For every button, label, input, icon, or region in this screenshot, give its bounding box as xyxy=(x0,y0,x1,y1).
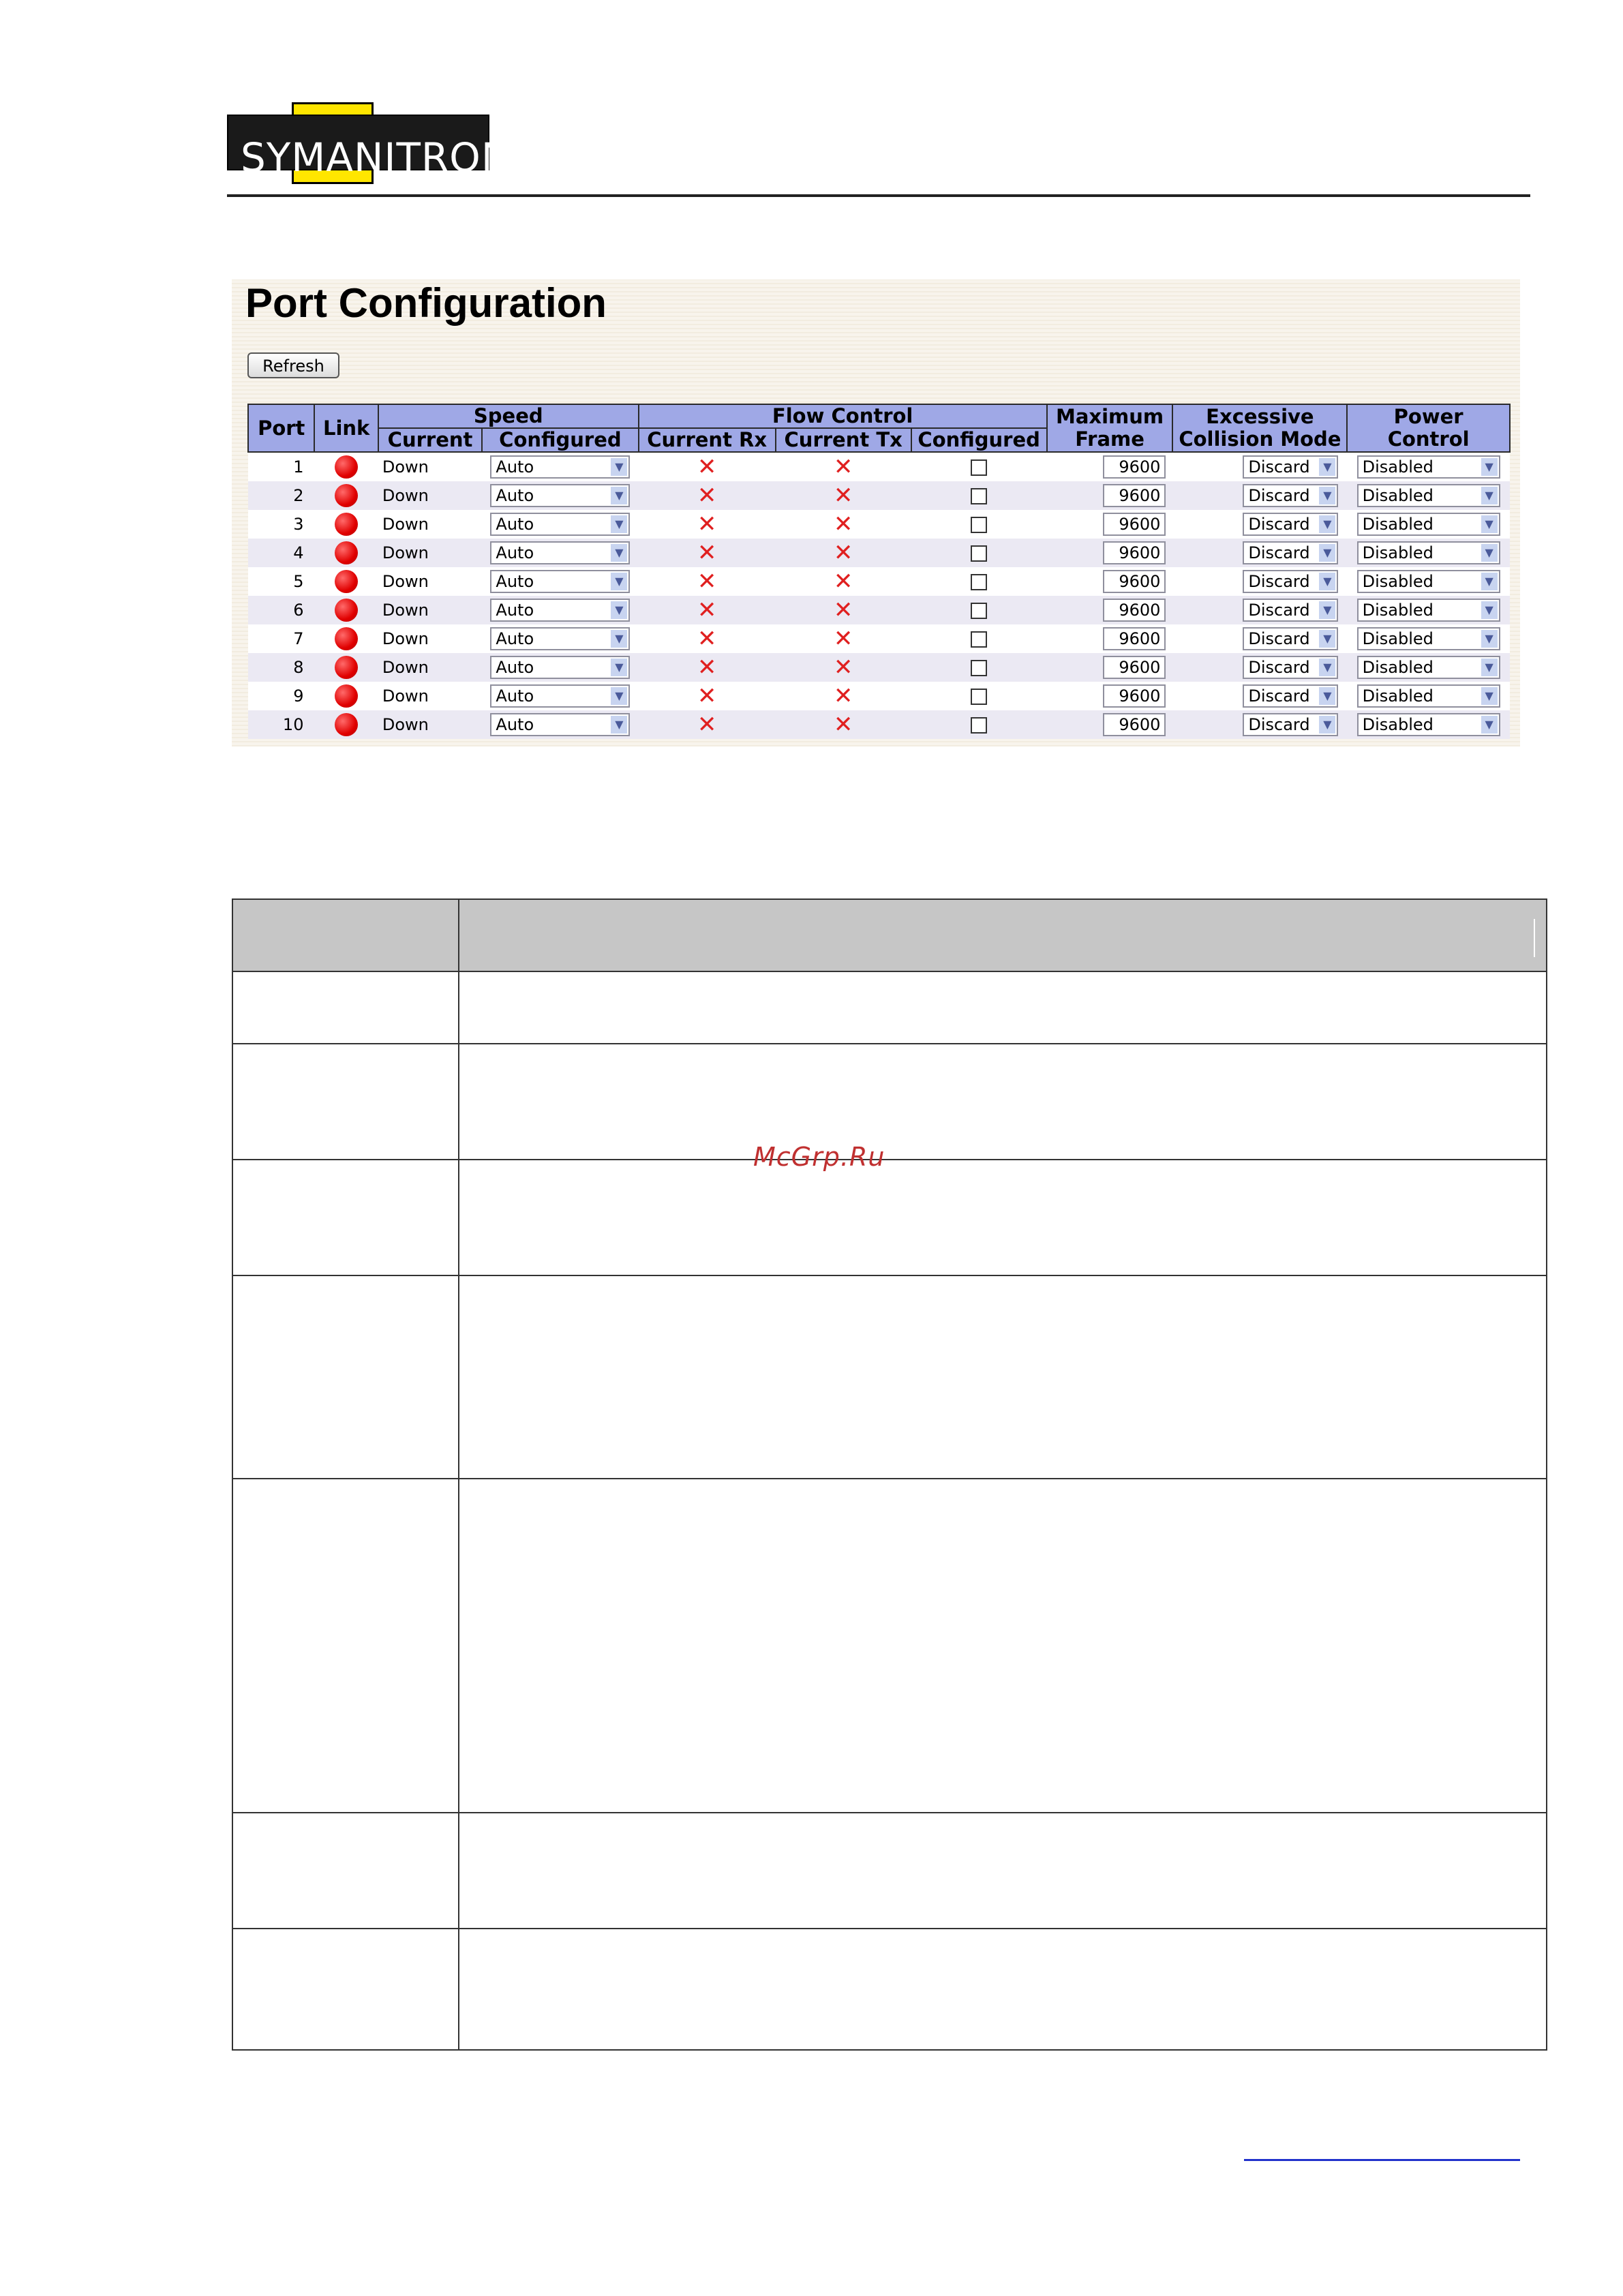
max-frame-cell xyxy=(1047,539,1173,567)
collision-mode-cell xyxy=(1172,596,1347,624)
description-row xyxy=(233,1160,1546,1276)
power-control-select[interactable] xyxy=(1357,656,1500,679)
port-number: 7 xyxy=(248,624,314,653)
speed-select[interactable] xyxy=(490,455,630,479)
chevron-down-icon: ▼ xyxy=(1319,601,1335,619)
fc-current-rx-cell xyxy=(639,596,776,624)
link-down-icon xyxy=(335,455,358,479)
collision-mode-cell xyxy=(1172,567,1347,596)
power-control-value: Disabled xyxy=(1362,601,1434,620)
power-control-select[interactable] xyxy=(1357,599,1500,622)
max-frame-input[interactable]: 9600 xyxy=(1103,599,1166,622)
link-down-icon xyxy=(335,627,358,650)
fc-configured-cell xyxy=(911,682,1047,710)
x-mark-icon: ✕ xyxy=(833,711,853,738)
header-divider xyxy=(227,194,1530,197)
fc-current-tx-cell xyxy=(776,481,911,510)
chevron-down-icon: ▼ xyxy=(611,659,627,676)
chevron-down-icon: ▼ xyxy=(1481,544,1498,562)
x-mark-icon: ✕ xyxy=(833,482,853,509)
flow-control-checkbox[interactable] xyxy=(971,574,987,590)
speed-configured-cell xyxy=(482,653,638,682)
speed-current: Down xyxy=(378,452,482,481)
table-row xyxy=(248,452,1510,481)
link-down-icon xyxy=(335,713,358,736)
speed-select-value: Auto xyxy=(496,629,534,648)
header-excessive-line2: Collision Mode xyxy=(1179,427,1341,451)
description-row xyxy=(233,1044,1546,1160)
fc-configured-cell xyxy=(911,710,1047,739)
max-frame-cell xyxy=(1047,653,1173,682)
collision-mode-value: Discard xyxy=(1248,486,1310,505)
power-control-select[interactable] xyxy=(1357,627,1500,650)
collision-mode-cell xyxy=(1172,481,1347,510)
table-row xyxy=(248,710,1510,739)
collision-mode-cell xyxy=(1172,710,1347,739)
power-control-value: Disabled xyxy=(1362,686,1434,706)
flow-control-checkbox[interactable] xyxy=(971,631,987,648)
power-control-value: Disabled xyxy=(1362,543,1434,562)
link-cell xyxy=(314,682,378,710)
speed-select[interactable] xyxy=(490,627,630,650)
speed-current: Down xyxy=(378,539,482,567)
power-control-select[interactable] xyxy=(1357,513,1500,536)
speed-select[interactable] xyxy=(490,656,630,679)
flow-control-checkbox[interactable] xyxy=(971,459,987,476)
table-row xyxy=(248,653,1510,682)
link-cell xyxy=(314,624,378,653)
speed-select[interactable] xyxy=(490,713,630,736)
header-flow-control: Flow Control xyxy=(639,404,1047,428)
footer-link-underline[interactable] xyxy=(1244,2159,1520,2161)
port-number: 2 xyxy=(248,481,314,510)
collision-mode-select[interactable] xyxy=(1243,713,1338,736)
chevron-down-icon: ▼ xyxy=(1481,487,1498,504)
power-control-value: Disabled xyxy=(1362,486,1434,505)
max-frame-input[interactable]: 9600 xyxy=(1103,656,1166,679)
fc-current-rx-cell xyxy=(639,452,776,481)
speed-select[interactable] xyxy=(490,599,630,622)
flow-control-checkbox[interactable] xyxy=(971,545,987,562)
fc-current-tx-cell xyxy=(776,653,911,682)
power-control-value: Disabled xyxy=(1362,658,1434,677)
collision-mode-cell xyxy=(1172,624,1347,653)
fc-configured-cell xyxy=(911,539,1047,567)
link-cell xyxy=(314,510,378,539)
port-number: 9 xyxy=(248,682,314,710)
x-mark-icon: ✕ xyxy=(697,482,717,509)
fc-current-tx-cell xyxy=(776,452,911,481)
description-table-header xyxy=(233,900,1546,972)
description-table xyxy=(232,898,1547,2051)
flow-control-checkbox[interactable] xyxy=(971,488,987,504)
header-speed-configured: Configured xyxy=(482,428,638,452)
speed-current: Down xyxy=(378,510,482,539)
power-control-value: Disabled xyxy=(1362,572,1434,591)
chevron-down-icon: ▼ xyxy=(611,630,627,648)
link-cell xyxy=(314,539,378,567)
power-control-select[interactable] xyxy=(1357,455,1500,479)
fc-configured-cell xyxy=(911,452,1047,481)
link-down-icon xyxy=(335,684,358,708)
max-frame-input[interactable]: 9600 xyxy=(1103,541,1166,564)
fc-configured-cell xyxy=(911,653,1047,682)
speed-current: Down xyxy=(378,653,482,682)
header-fc-configured: Configured xyxy=(911,428,1047,452)
power-control-select[interactable] xyxy=(1357,570,1500,593)
speed-configured-cell xyxy=(482,510,638,539)
link-down-icon xyxy=(335,484,358,507)
fc-current-tx-cell xyxy=(776,567,911,596)
collision-mode-value: Discard xyxy=(1248,515,1310,534)
fc-configured-cell xyxy=(911,567,1047,596)
x-mark-icon: ✕ xyxy=(697,654,717,681)
speed-select-value: Auto xyxy=(496,572,534,591)
collision-mode-value: Discard xyxy=(1248,601,1310,620)
header-max-frame-line1: Maximum xyxy=(1055,405,1164,428)
link-down-icon xyxy=(335,656,358,679)
description-row xyxy=(233,1479,1546,1813)
table-row xyxy=(248,567,1510,596)
x-mark-icon: ✕ xyxy=(697,511,717,538)
x-mark-icon: ✕ xyxy=(697,453,717,481)
speed-configured-cell xyxy=(482,452,638,481)
speed-select-value: Auto xyxy=(496,457,534,477)
speed-select[interactable] xyxy=(490,513,630,536)
max-frame-input[interactable]: 9600 xyxy=(1103,570,1166,593)
collision-mode-cell xyxy=(1172,452,1347,481)
speed-select[interactable] xyxy=(490,484,630,507)
flow-control-checkbox[interactable] xyxy=(971,603,987,619)
chevron-down-icon: ▼ xyxy=(611,687,627,705)
chevron-down-icon: ▼ xyxy=(611,487,627,504)
collision-mode-cell xyxy=(1172,510,1347,539)
header-power-line2: Control xyxy=(1387,427,1470,451)
port-number: 1 xyxy=(248,452,314,481)
chevron-down-icon: ▼ xyxy=(1481,659,1498,676)
header-power-control xyxy=(1347,404,1510,452)
logo-text: SYMANITRON xyxy=(241,134,512,181)
header-maximum-frame xyxy=(1047,404,1173,452)
port-number: 10 xyxy=(248,710,314,739)
max-frame-input[interactable]: 9600 xyxy=(1103,484,1166,507)
fc-current-rx-cell xyxy=(639,481,776,510)
x-mark-icon: ✕ xyxy=(833,596,853,624)
chevron-down-icon: ▼ xyxy=(1319,458,1335,476)
chevron-down-icon: ▼ xyxy=(1319,630,1335,648)
link-cell xyxy=(314,596,378,624)
chevron-down-icon: ▼ xyxy=(611,544,627,562)
max-frame-cell xyxy=(1047,510,1173,539)
collision-mode-value: Discard xyxy=(1248,629,1310,648)
header-power-line1: Power xyxy=(1393,405,1463,428)
max-frame-input[interactable]: 9600 xyxy=(1103,627,1166,650)
table-row xyxy=(248,596,1510,624)
speed-select-value: Auto xyxy=(496,601,534,620)
power-control-cell xyxy=(1347,624,1510,653)
speed-select[interactable] xyxy=(490,570,630,593)
speed-select[interactable] xyxy=(490,541,630,564)
power-control-value: Disabled xyxy=(1362,629,1434,648)
collision-mode-cell xyxy=(1172,539,1347,567)
power-control-cell xyxy=(1347,510,1510,539)
description-column-separator xyxy=(458,900,459,2049)
max-frame-cell xyxy=(1047,710,1173,739)
chevron-down-icon: ▼ xyxy=(1481,458,1498,476)
speed-configured-cell xyxy=(482,682,638,710)
fc-current-tx-cell xyxy=(776,624,911,653)
speed-current: Down xyxy=(378,624,482,653)
chevron-down-icon: ▼ xyxy=(611,716,627,734)
speed-configured-cell xyxy=(482,710,638,739)
power-control-cell xyxy=(1347,596,1510,624)
header-excessive-line1: Excessive xyxy=(1206,405,1314,428)
table-row xyxy=(248,682,1510,710)
link-cell xyxy=(314,710,378,739)
header-excessive-collision xyxy=(1172,404,1347,452)
speed-select-value: Auto xyxy=(496,486,534,505)
collision-mode-value: Discard xyxy=(1248,715,1310,734)
link-cell xyxy=(314,452,378,481)
speed-select-value: Auto xyxy=(496,543,534,562)
power-control-value: Disabled xyxy=(1362,457,1434,477)
fc-configured-cell xyxy=(911,624,1047,653)
power-control-cell xyxy=(1347,481,1510,510)
x-mark-icon: ✕ xyxy=(833,453,853,481)
collision-mode-select[interactable] xyxy=(1243,599,1338,622)
flow-control-checkbox[interactable] xyxy=(971,517,987,533)
company-logo xyxy=(227,102,512,184)
fc-configured-cell xyxy=(911,481,1047,510)
speed-select-value: Auto xyxy=(496,515,534,534)
collision-mode-cell xyxy=(1172,653,1347,682)
link-down-icon xyxy=(335,513,358,536)
power-control-select[interactable] xyxy=(1357,713,1500,736)
watermark: McGrp.Ru xyxy=(753,1142,885,1172)
logo-black-band xyxy=(227,115,512,181)
collision-mode-select[interactable] xyxy=(1243,513,1338,536)
speed-configured-cell xyxy=(482,481,638,510)
chevron-down-icon: ▼ xyxy=(1481,630,1498,648)
collision-mode-cell xyxy=(1172,682,1347,710)
power-control-cell xyxy=(1347,653,1510,682)
x-mark-icon: ✕ xyxy=(833,654,853,681)
x-mark-icon: ✕ xyxy=(833,625,853,652)
x-mark-icon: ✕ xyxy=(833,539,853,567)
description-row xyxy=(233,1276,1546,1479)
table-row xyxy=(248,624,1510,653)
collision-mode-value: Discard xyxy=(1248,686,1310,706)
speed-current: Down xyxy=(378,596,482,624)
description-row xyxy=(233,972,1546,1044)
x-mark-icon: ✕ xyxy=(833,568,853,595)
power-control-value: Disabled xyxy=(1362,515,1434,534)
chevron-down-icon: ▼ xyxy=(1481,601,1498,619)
header-max-frame-line2: Frame xyxy=(1075,427,1144,451)
power-control-select[interactable] xyxy=(1357,541,1500,564)
speed-select-value: Auto xyxy=(496,686,534,706)
port-number: 5 xyxy=(248,567,314,596)
port-rows xyxy=(248,452,1510,739)
collision-mode-select[interactable] xyxy=(1243,455,1338,479)
max-frame-input[interactable]: 9600 xyxy=(1103,513,1166,536)
link-down-icon xyxy=(335,599,358,622)
max-frame-input[interactable]: 9600 xyxy=(1103,455,1166,479)
port-number: 6 xyxy=(248,596,314,624)
collision-mode-select[interactable] xyxy=(1243,684,1338,708)
speed-configured-cell xyxy=(482,567,638,596)
speed-current: Down xyxy=(378,567,482,596)
collision-mode-select[interactable] xyxy=(1243,541,1338,564)
fc-current-rx-cell xyxy=(639,710,776,739)
chevron-down-icon: ▼ xyxy=(611,601,627,619)
page-title: Port Configuration xyxy=(245,280,607,326)
fc-current-tx-cell xyxy=(776,596,911,624)
chevron-down-icon: ▼ xyxy=(611,515,627,533)
speed-current: Down xyxy=(378,481,482,510)
chevron-down-icon: ▼ xyxy=(1319,659,1335,676)
chevron-down-icon: ▼ xyxy=(1319,487,1335,504)
link-cell xyxy=(314,567,378,596)
max-frame-cell xyxy=(1047,682,1173,710)
header-speed-current: Current xyxy=(378,428,482,452)
flow-control-checkbox[interactable] xyxy=(971,717,987,734)
power-control-cell xyxy=(1347,567,1510,596)
x-mark-icon: ✕ xyxy=(697,568,717,595)
description-row xyxy=(233,1813,1546,1929)
max-frame-cell xyxy=(1047,624,1173,653)
header-speed: Speed xyxy=(378,404,639,428)
fc-configured-cell xyxy=(911,596,1047,624)
power-control-cell xyxy=(1347,682,1510,710)
header-fc-current-tx: Current Tx xyxy=(776,428,911,452)
max-frame-input[interactable]: 9600 xyxy=(1103,684,1166,708)
speed-select[interactable] xyxy=(490,684,630,708)
collision-mode-value: Discard xyxy=(1248,543,1310,562)
chevron-down-icon: ▼ xyxy=(1481,515,1498,533)
collision-mode-select[interactable] xyxy=(1243,627,1338,650)
fc-current-rx-cell xyxy=(639,653,776,682)
x-mark-icon: ✕ xyxy=(697,625,717,652)
chevron-down-icon: ▼ xyxy=(1319,687,1335,705)
speed-configured-cell xyxy=(482,539,638,567)
max-frame-cell xyxy=(1047,596,1173,624)
flow-control-checkbox[interactable] xyxy=(971,689,987,705)
power-control-select[interactable] xyxy=(1357,484,1500,507)
port-configuration-table xyxy=(247,404,1511,739)
fc-configured-cell xyxy=(911,510,1047,539)
chevron-down-icon: ▼ xyxy=(1319,716,1335,734)
chevron-down-icon: ▼ xyxy=(1319,573,1335,590)
max-frame-cell xyxy=(1047,567,1173,596)
power-control-cell xyxy=(1347,452,1510,481)
link-down-icon xyxy=(335,570,358,593)
link-down-icon xyxy=(335,541,358,564)
fc-current-tx-cell xyxy=(776,539,911,567)
speed-current: Down xyxy=(378,710,482,739)
port-number: 4 xyxy=(248,539,314,567)
link-cell xyxy=(314,653,378,682)
fc-current-rx-cell xyxy=(639,567,776,596)
collision-mode-value: Discard xyxy=(1248,658,1310,677)
port-number: 3 xyxy=(248,510,314,539)
header-port: Port xyxy=(248,404,314,452)
speed-configured-cell xyxy=(482,624,638,653)
collision-mode-select[interactable] xyxy=(1243,656,1338,679)
power-control-value: Disabled xyxy=(1362,715,1434,734)
chevron-down-icon: ▼ xyxy=(1481,573,1498,590)
power-control-select[interactable] xyxy=(1357,684,1500,708)
table-row xyxy=(248,481,1510,510)
table-row xyxy=(248,510,1510,539)
speed-select-value: Auto xyxy=(496,658,534,677)
port-configuration-panel xyxy=(232,280,1520,746)
speed-current: Down xyxy=(378,682,482,710)
max-frame-cell xyxy=(1047,452,1173,481)
speed-configured-cell xyxy=(482,596,638,624)
chevron-down-icon: ▼ xyxy=(1481,687,1498,705)
link-cell xyxy=(314,481,378,510)
header-fc-current-rx: Current Rx xyxy=(639,428,776,452)
x-mark-icon: ✕ xyxy=(697,539,717,567)
chevron-down-icon: ▼ xyxy=(611,573,627,590)
port-number: 8 xyxy=(248,653,314,682)
refresh-button[interactable]: Refresh xyxy=(247,352,339,378)
collision-mode-select[interactable] xyxy=(1243,570,1338,593)
fc-current-tx-cell xyxy=(776,510,911,539)
fc-current-rx-cell xyxy=(639,510,776,539)
x-mark-icon: ✕ xyxy=(833,682,853,710)
x-mark-icon: ✕ xyxy=(697,711,717,738)
header-link: Link xyxy=(314,404,378,452)
max-frame-cell xyxy=(1047,481,1173,510)
collision-mode-select[interactable] xyxy=(1243,484,1338,507)
chevron-down-icon: ▼ xyxy=(611,458,627,476)
chevron-down-icon: ▼ xyxy=(1481,716,1498,734)
header-notch xyxy=(1534,919,1535,957)
x-mark-icon: ✕ xyxy=(697,682,717,710)
fc-current-tx-cell xyxy=(776,710,911,739)
fc-current-tx-cell xyxy=(776,682,911,710)
x-mark-icon: ✕ xyxy=(833,511,853,538)
fc-current-rx-cell xyxy=(639,624,776,653)
flow-control-checkbox[interactable] xyxy=(971,660,987,676)
fc-current-rx-cell xyxy=(639,539,776,567)
chevron-down-icon: ▼ xyxy=(1319,515,1335,533)
max-frame-input[interactable]: 9600 xyxy=(1103,713,1166,736)
power-control-cell xyxy=(1347,710,1510,739)
collision-mode-value: Discard xyxy=(1248,572,1310,591)
x-mark-icon: ✕ xyxy=(697,596,717,624)
fc-current-rx-cell xyxy=(639,682,776,710)
speed-select-value: Auto xyxy=(496,715,534,734)
collision-mode-value: Discard xyxy=(1248,457,1310,477)
chevron-down-icon: ▼ xyxy=(1319,544,1335,562)
table-row xyxy=(248,539,1510,567)
power-control-cell xyxy=(1347,539,1510,567)
